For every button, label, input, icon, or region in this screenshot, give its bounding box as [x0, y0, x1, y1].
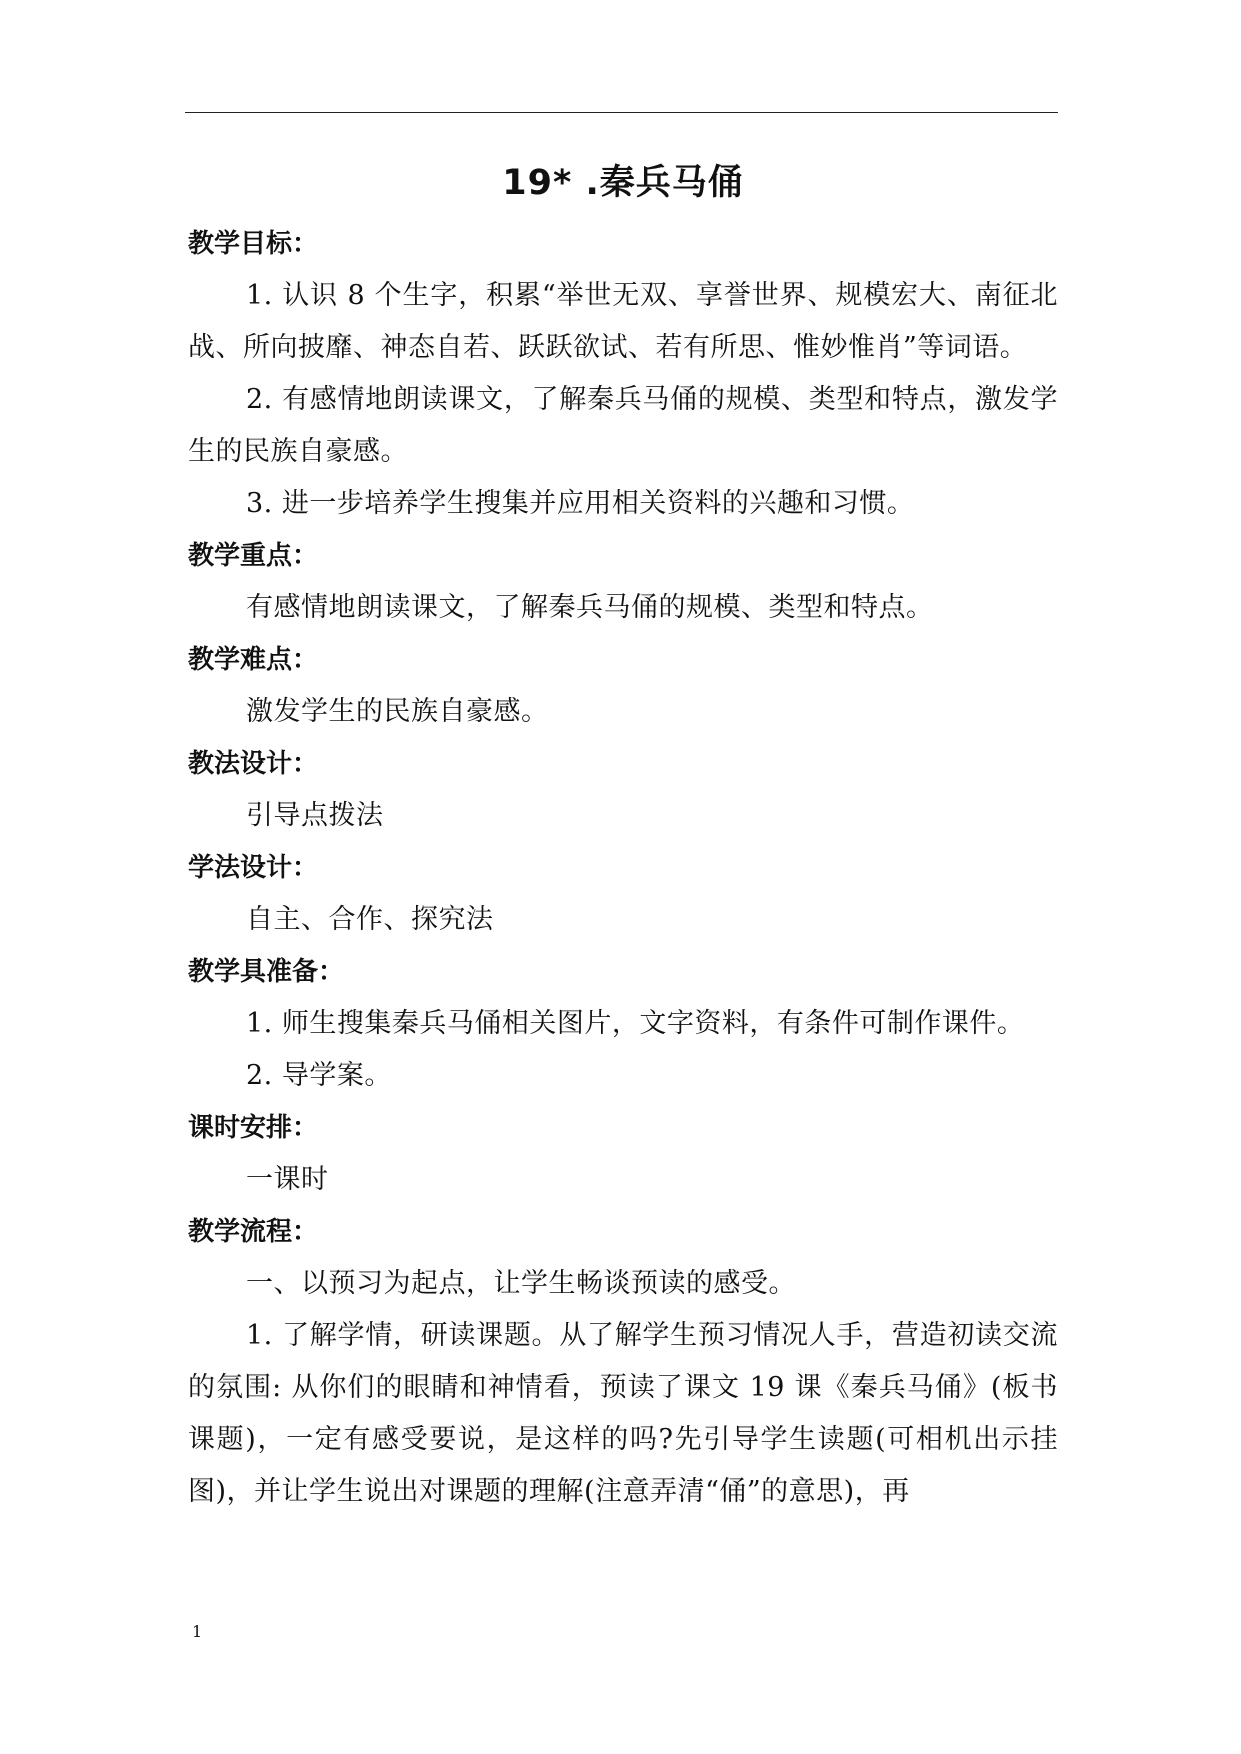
- section-process: [188, 1206, 1058, 1518]
- paragraph: 一课时: [246, 1164, 329, 1195]
- page-number: 1: [192, 1622, 203, 1641]
- section-heading: 教学具准备：: [188, 957, 345, 987]
- section-heading: 学法设计：: [188, 853, 319, 883]
- paragraph: 2. 导学案。: [246, 1060, 392, 1091]
- section-heading: 教学重点：: [188, 541, 319, 571]
- header-rule: [185, 112, 1058, 113]
- paragraph: 3. 进一步培养学生搜集并应用相关资料的兴趣和习惯。: [246, 488, 915, 519]
- section-teaching-method: [188, 738, 1058, 842]
- paragraph: 引导点拨法: [246, 800, 384, 831]
- section-schedule: [188, 1102, 1058, 1206]
- section-heading: 教学难点：: [188, 645, 319, 675]
- paragraph: 2. 有感情地朗读课文，了解秦兵马俑的规模、类型和特点，激发学生的民族自豪感。: [188, 384, 1058, 467]
- document-title: 19* .秦兵马俑: [502, 163, 744, 203]
- paragraph: 1. 了解学情，研读课题。从了解学生预习情况人手，营造初读交流的氛围: 从你们的眼睛和神情看，预读了课文 19 课《秦兵马俑》(板书课题)，一定有感受要说，是这样的吗?先引导学生读题(可相机出示挂图)，并让学生说出对课题的理解(注意弄清“俑”的意思)，再: [188, 1320, 1058, 1507]
- section-difficulties: [188, 634, 1058, 738]
- section-heading: 教学目标：: [188, 229, 319, 259]
- section-heading: 教学流程：: [188, 1217, 319, 1247]
- section-heading: 教法设计：: [188, 749, 319, 779]
- section-objectives: [188, 218, 1058, 530]
- section-learning-method: [188, 842, 1058, 946]
- paragraph: 1. 认识 8 个生字，积累“举世无双、享誉世界、规模宏大、南征北战、所向披靡、神态自若、跃跃欲试、若有所思、惟妙惟肖”等词语。: [188, 280, 1058, 363]
- paragraph: 一、以预习为起点，让学生畅谈预读的感受。: [246, 1268, 796, 1299]
- paragraph: 激发学生的民族自豪感。: [246, 696, 549, 727]
- paragraph: 1. 师生搜集秦兵马俑相关图片，文字资料，有条件可制作课件。: [246, 1008, 1025, 1039]
- paragraph: 自主、合作、探究法: [246, 904, 494, 935]
- document-page: [188, 148, 1058, 1518]
- paragraph: 有感情地朗读课文，了解秦兵马俑的规模、类型和特点。: [246, 592, 934, 623]
- section-materials: [188, 946, 1058, 1102]
- section-key-points: [188, 530, 1058, 634]
- section-heading: 课时安排：: [188, 1113, 319, 1143]
